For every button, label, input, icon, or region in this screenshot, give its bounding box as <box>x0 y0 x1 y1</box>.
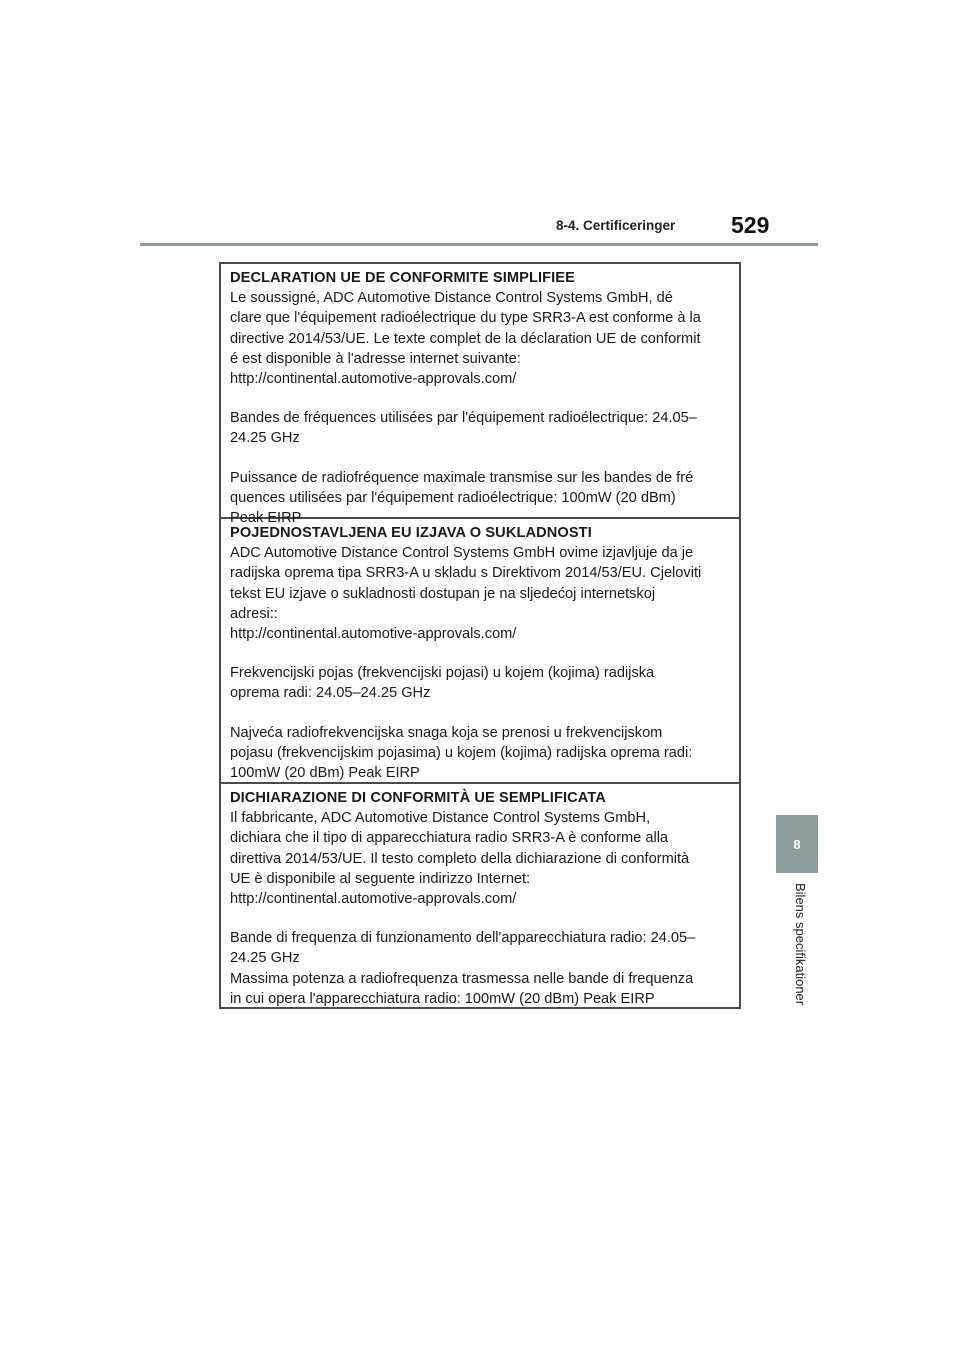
declaration-body: Il fabbricante, ADC Automotive Distance Control Systems GmbH, dichiara che il tipo di apparecchiatura radio SRR3-A è conforme alla direttiva 2014/53/UE. Il testo completo della dichiarazione di conformità UE è disponibile al seguente indirizzo Internet: http://continental.automotive-approvals.com/ <box>230 810 690 908</box>
declaration-frequency-bands: Frekvencijski pojas (frekvencijski pojasi) u kojem (kojima) radijska oprema radi: 24.05–24.25 GHz <box>230 665 655 702</box>
declaration-title: POJEDNOSTAVLJENA EU IZJAVA O SUKLADNOSTI <box>230 525 592 541</box>
declaration-section-italian <box>221 782 739 1007</box>
declaration-title: DICHIARAZIONE DI CONFORMITÀ UE SEMPLIFICATA <box>230 790 606 806</box>
chapter-tab <box>776 815 818 873</box>
declaration-body: ADC Automotive Distance Control Systems GmbH ovime izjavljuje da je radijska oprema tipa SRR3-A u skladu s Direktivom 2014/53/EU. Cjeloviti tekst EU izjave o sukladnosti dostupan je na sljedećoj internetskoj adresi:: http://continental.automotive-approvals.com/ <box>230 545 702 643</box>
declaration-max-power: Najveća radiofrekvencijska snaga koja se prenosi u frekvencijskom pojasu (frekvencijskim pojasima) u kojem (kojima) radijska oprema radi: 100mW (20 dBm) Peak EIRP <box>230 724 693 782</box>
declaration-max-power: Massima potenza a radiofrequenza trasmessa nelle bande di frequenza in cui opera l'apparecchiatura radio: 100mW (20 dBm) Peak EIRP <box>230 970 694 1007</box>
chapter-number: 8 <box>793 836 801 852</box>
declaration-frequency-bands: Bandes de fréquences utilisées par l'équipement radioélectrique: 24.05– 24.25 GHz <box>230 410 697 447</box>
declarations-box <box>219 262 741 1009</box>
declaration-title: DECLARATION UE DE CONFORMITE SIMPLIFIEE <box>230 270 575 286</box>
declaration-max-power: Puissance de radiofréquence maximale transmise sur les bandes de fré quences utilisées par l'équipement radioélectrique: 100mW (20 dBm) Peak EIRP <box>230 469 694 527</box>
declaration-body: Le soussigné, ADC Automotive Distance Control Systems GmbH, dé clare que l'équipement radioélectrique du type SRR3-A est conforme à la directive 2014/53/UE. Le texte complet de la déclaration UE de conformit é est disponible à l'adresse internet suivante: http://continental.automotive-approvals.com/ <box>230 290 701 388</box>
page-section-title: 8-4. Certificeringer <box>556 218 676 233</box>
declaration-section-french <box>221 264 739 527</box>
page-number: 529 <box>731 212 770 238</box>
chapter-side-label: Bilens specifikationer <box>793 883 808 1006</box>
header-divider <box>140 243 818 246</box>
declaration-frequency-bands: Bande di frequenza di funzionamento dell'apparecchiatura radio: 24.05– 24.25 GHz <box>230 930 696 967</box>
declaration-section-croatian <box>221 517 739 782</box>
